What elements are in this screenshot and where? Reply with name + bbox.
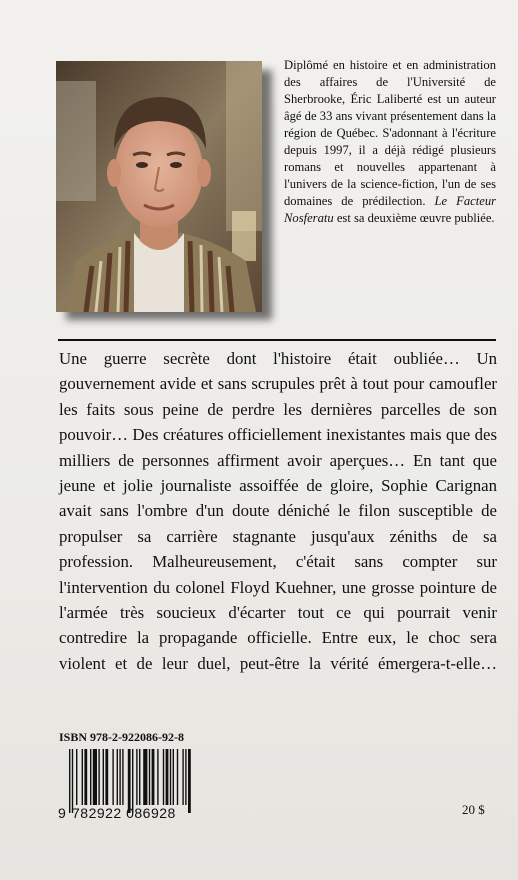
barcode-digits: 782922 086928 <box>72 805 176 821</box>
barcode-bar <box>82 749 83 805</box>
barcode-bar <box>185 749 186 805</box>
book-synopsis <box>59 346 497 676</box>
barcode-bar <box>98 749 99 805</box>
barcode-bar <box>119 749 120 805</box>
barcode-bar <box>166 749 169 805</box>
barcode-bar <box>152 749 155 805</box>
barcode-bar <box>93 749 97 805</box>
author-portrait-illustration <box>56 61 262 312</box>
barcode-bar <box>163 749 164 805</box>
synopsis-text: Une guerre secrète dont l'histoire était oubliée… Un gouvernement avide et sans scrupules prêt à tout pour camoufler les faits sous peine de perdre les dernières parcelles de son pouvoir… Des créatures officiellement inexistantes mais que des milliers de personnes affirment avoir aperçues… En tant que jeune et jolie journaliste assoiffée de gloire, Sophie Carignan avait sans l'ombre d'un doute déniché le filon susceptible de propulser sa carrière stagnante jusqu'aux zéniths de sa profession. Malheureusement, c'était sans compter sur l'intervention du colonel Floyd Kuehner, une grosse pointure de l'armée très soucieux d'écarter tout ce qui pourrait venir contredire la propagande officielle. Entre eux, le choc sera violent et de leur duel, peut-être la vérité émergera-t-elle… <box>59 349 497 673</box>
divider-rule <box>58 339 496 341</box>
barcode-bar <box>76 749 77 805</box>
barcode-bar <box>117 749 118 805</box>
barcode-bar <box>149 749 150 805</box>
barcode-bar <box>84 749 87 805</box>
barcode-bar <box>177 749 178 805</box>
barcode-bar <box>72 749 73 813</box>
isbn-label: ISBN 978-2-922086-92-8 <box>59 730 184 744</box>
barcode-bar <box>90 749 91 805</box>
barcode-bar <box>103 749 104 805</box>
barcode-bar <box>139 749 140 805</box>
barcode-bar <box>128 749 131 813</box>
barcode-bar <box>173 749 174 805</box>
bio-book-title: Le Facteur Nosferatu <box>284 194 497 225</box>
barcode-bar <box>188 749 191 813</box>
author-photo <box>56 61 262 312</box>
barcode-bar <box>112 749 113 805</box>
author-bio <box>284 57 496 227</box>
barcode-bar <box>105 749 108 805</box>
barcode <box>69 749 235 813</box>
barcode-bar <box>69 749 70 813</box>
bio-text-end: est sa deuxième œuvre publiée. <box>336 211 495 225</box>
barcode-bar <box>143 749 147 805</box>
barcode-bar <box>132 749 133 813</box>
barcode-bar <box>136 749 137 805</box>
barcode-bar <box>182 749 183 805</box>
price: 20 $ <box>462 802 485 817</box>
barcode-first-digit: 9 <box>58 805 66 821</box>
barcode-bar <box>170 749 171 805</box>
barcode-bar <box>122 749 123 805</box>
bio-text: Diplômé en histoire et en administration des affaires de l'Université de Sherbrooke, Éric Laliberté est un auteur âgé de 33 ans vivant présentement dans la région de Québec. S'adonnant à l'écriture depuis 1997, il a déjà rédigé plusieurs romans et nouvelles appartenant à l'univers de la science-fiction, l'un de ses domaines de prédilection. <box>284 58 496 208</box>
barcode-bar <box>157 749 158 805</box>
